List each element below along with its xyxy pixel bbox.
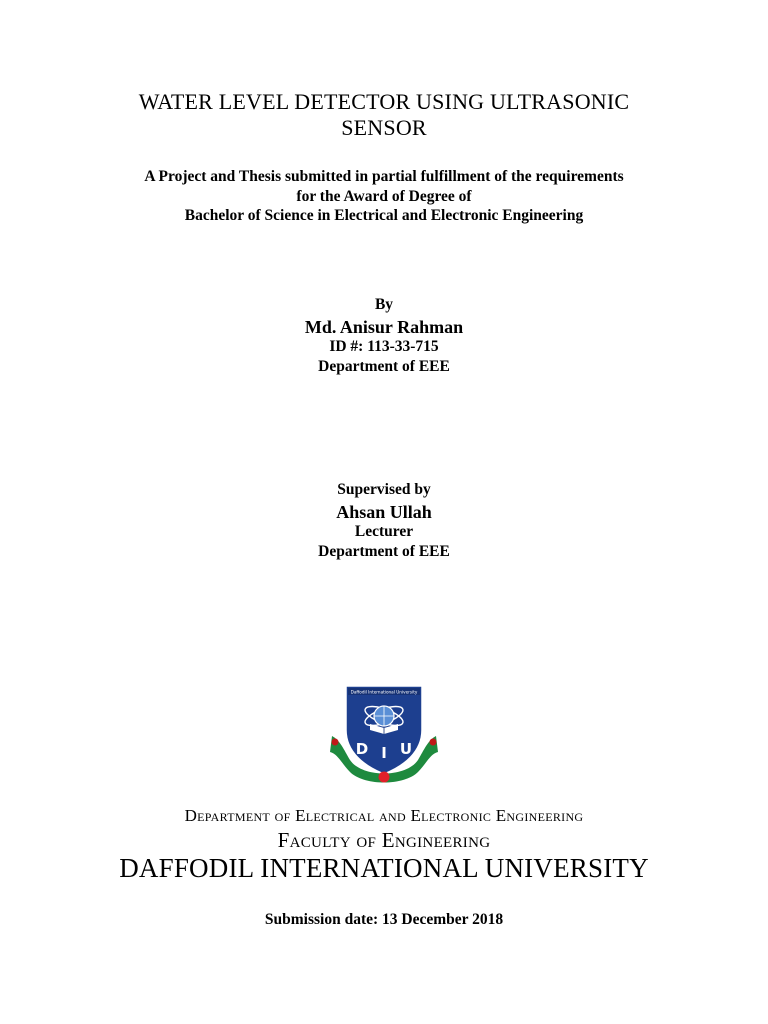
author-id: ID #: 113-33-715 <box>329 338 439 355</box>
supervised-by-label: Supervised by <box>337 481 431 498</box>
institution-faculty: Faculty of Engineering <box>277 828 491 852</box>
supervisor-designation: Lecturer <box>354 523 414 540</box>
supervisor-department: Department of EEE <box>318 543 450 560</box>
logo-letter-d: D <box>355 740 369 758</box>
logo-red-dot <box>379 772 390 783</box>
author-department: Department of EEE <box>318 358 450 375</box>
thesis-title-line-2: SENSOR <box>341 115 427 140</box>
diu-crest-icon <box>326 680 442 788</box>
diu-crest-logo <box>326 680 442 788</box>
author-name: Md. Anisur Rahman <box>304 317 464 337</box>
logo-red-dot-right <box>430 739 437 746</box>
purpose-line-3: Bachelor of Science in Electrical and Electronic Engineering <box>184 207 584 224</box>
by-label: By <box>374 296 394 313</box>
purpose-line-1: A Project and Thesis submitted in partial fulfillment of the requirements <box>144 168 624 185</box>
logo-top-text: Daffodil International University <box>350 689 418 695</box>
logo-letter-i: I <box>381 744 387 762</box>
institution-university: DAFFODIL INTERNATIONAL UNIVERSITY <box>119 853 649 883</box>
logo-letter-u: U <box>399 740 413 758</box>
institution-department: Department of Electrical and Electronic Engineering <box>184 806 584 825</box>
logo-red-dot-left <box>332 739 339 746</box>
supervisor-name: Ahsan Ullah <box>336 502 432 522</box>
submission-date: Submission date: 13 December 2018 <box>264 911 504 928</box>
thesis-title-line-1: WATER LEVEL DETECTOR USING ULTRASONIC <box>138 89 630 114</box>
purpose-line-2: for the Award of Degree of <box>296 188 472 205</box>
